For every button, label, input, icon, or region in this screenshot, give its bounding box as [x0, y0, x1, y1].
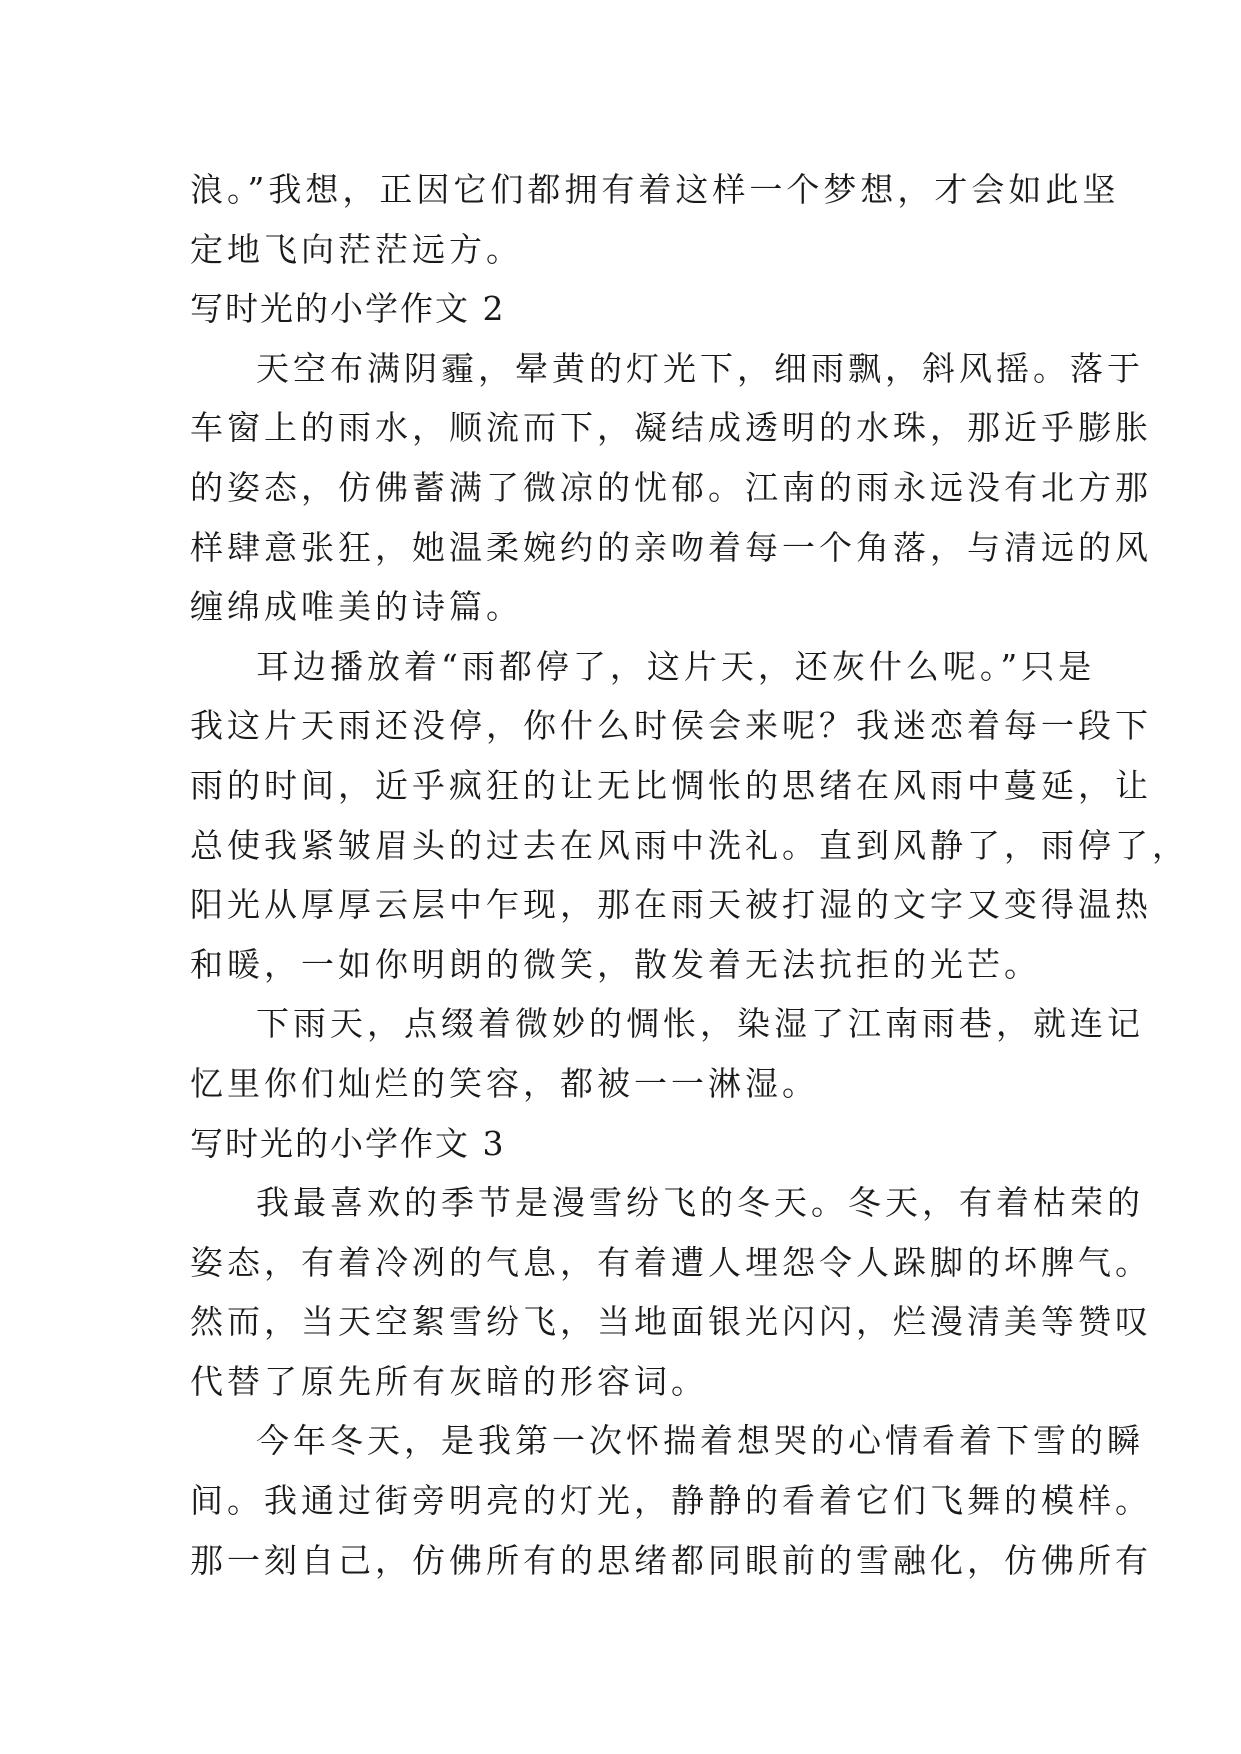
text-line: 忆里你们灿烂的笑容，都被一一淋湿。 [190, 1063, 819, 1103]
text-line: 间。我通过街旁明亮的灯光，静静的看着它们飞舞的模样。 [190, 1481, 1152, 1521]
text-line: 天空布满阴霾，晕黄的灯光下，细雨飘，斜风摇。落于 [256, 348, 1144, 388]
text-line: 定地飞向茫茫远方。 [190, 229, 523, 269]
text-line: 浪。”我想，正因它们都拥有着这样一个梦想，才会如此坚 [190, 170, 1120, 209]
text-line: 总使我紧皱眉头的过去在风雨中洗礼。直到风静了，雨停了， [190, 825, 1189, 865]
text-line: 我这片天雨还没停，你什么时侯会来呢？我迷恋着每一段下 [190, 706, 1152, 746]
section-heading-3: 写时光的小学作文 3 [190, 1123, 506, 1163]
text-line: 那一刻自己，仿佛所有的思绪都同眼前的雪融化，仿佛所有 [190, 1540, 1152, 1580]
text-line: 下雨天，点缀着微妙的惆怅，染湿了江南雨巷，就连记 [256, 1004, 1144, 1044]
document-body [190, 160, 1189, 1590]
paragraph [190, 994, 1144, 1113]
paragraph [190, 339, 1152, 637]
text-line: 的姿态，仿佛蓄满了微凉的忧郁。江南的雨永远没有北方那 [190, 467, 1152, 507]
text-line: 车窗上的雨水，顺流而下，凝结成透明的水珠，那近乎膨胀 [190, 408, 1152, 448]
text-line: 然而，当天空絮雪纷飞，当地面银光闪闪，烂漫清美等赞叹 [190, 1302, 1152, 1342]
paragraph [190, 1173, 1152, 1411]
section-heading-2: 写时光的小学作文 2 [190, 289, 506, 329]
paragraph [190, 1411, 1152, 1590]
text-line: 雨的时间，近乎疯狂的让无比惆怅的思绪在风雨中蔓延，让 [190, 765, 1152, 805]
text-line: 和暖，一如你明朗的微笑，散发着无法抗拒的光芒。 [190, 944, 1041, 984]
text-line: 耳边播放着“雨都停了，这片天，还灰什么呢。”只是 [256, 646, 1096, 686]
text-line: 我最喜欢的季节是漫雪纷飞的冬天。冬天，有着枯荣的 [256, 1183, 1144, 1223]
text-line: 阳光从厚厚云层中乍现，那在雨天被打湿的文字又变得温热 [190, 885, 1152, 925]
text-line: 样肆意张狂，她温柔婉约的亲吻着每一个角落，与清远的风 [190, 527, 1152, 567]
text-line: 姿态，有着冷冽的气息，有着遭人埋怨令人跺脚的坏脾气。 [190, 1242, 1152, 1282]
paragraph [190, 637, 1189, 995]
text-line: 缠绵成唯美的诗篇。 [190, 587, 523, 627]
text-line: 代替了原先所有灰暗的形容词。 [190, 1361, 708, 1401]
paragraph-continued [190, 160, 1120, 279]
text-line: 今年冬天，是我第一次怀揣着想哭的心情看着下雪的瞬 [256, 1421, 1144, 1461]
